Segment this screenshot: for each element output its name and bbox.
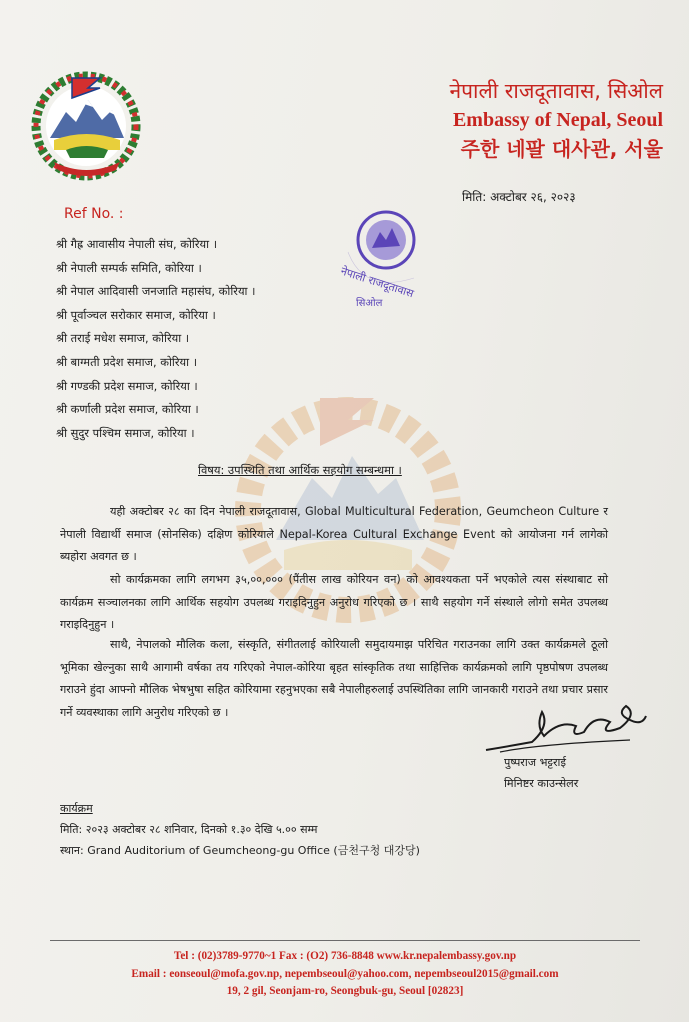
body-paragraph: सो कार्यक्रमका लागि लगभग ३५,००,००० (पैंतीस लाख कोरियन वन) को आवश्यकता पर्ने भएकोले त्यस संस्थाबाट सो कार्यक्रम सञ्चालनका लागि आर्थिक सहयोग उपलब्ध गराइदिनुहुन अनुरोध गरिएको छ । साथै सहयोग गर्ने संस्थाले लोगो समेत उपलब्ध गराइदिनुहुन । <box>60 573 608 632</box>
signatory-block <box>504 752 578 794</box>
recipient-list <box>56 233 255 445</box>
program-datetime: मिति: २०२३ अक्टोबर २८ शनिवार, दिनको १.३० देखि ५.०० सम्म <box>60 823 318 836</box>
program-details <box>60 798 420 861</box>
footer-divider <box>50 940 640 941</box>
title-nepali: नेपाली राजदूतावास, सिओल <box>449 79 663 103</box>
contact-footer <box>50 948 640 1001</box>
recipient-item: श्री नेपाली सम्पर्क समिति, कोरिया । <box>56 260 202 275</box>
signatory-title: मिनिष्टर काउन्सेलर <box>504 777 579 790</box>
recipient-item: श्री पूर्वाञ्चल सरोकार समाज, कोरिया । <box>56 307 216 322</box>
body-paragraph: साथै, नेपालको मौलिक कला, संस्कृति, संगीतलाई कोरियाली समुदायमाझ परिचित गराउनका लागि उक्त कार्यक्रमले ठूलो भूमिका खेल्नुका साथै आगामी वर्षका तय गरिएको नेपाल-कोरिया बृहत सांस्कृतिक तथा साहित्तिक कार्यक्रमको लागि पृष्ठपोषण उपलब्ध गराउने हुंदा आफ्नो मौलिक भेषभुषा सहित कोरियामा रहनुभएका सबै नेपालीहरुलाई उपस्थितिका लागि जानकारी गराउने तथा प्रचार प्रसार गर्ने व्यवस्थाका लागि अनुरोध गरिएको छ । <box>60 638 608 719</box>
program-venue: स्थान: Grand Auditorium of Geumcheong-gu Office (금천구청 대강당) <box>60 844 420 857</box>
recipient-item: श्री सुदुर पश्चिम समाज, कोरिया । <box>56 425 195 440</box>
svg-text:नेपाली राजदूतावास: नेपाली राजदूतावास <box>339 264 416 301</box>
footer-emails: Email : eonseoul@mofa.gov.np, nepembseoul@yahoo.com, nepembseoul2015@gmail.com <box>131 967 559 980</box>
embassy-letterhead <box>449 76 663 164</box>
program-heading: कार्यक्रम <box>60 802 93 815</box>
footer-phones: Tel : (02)3789-9770~1 Fax : (O2) 736-8848 www.kr.nepalembassy.gov.np <box>173 950 517 962</box>
signatory-name: पुष्पराज भट्टराई <box>504 756 566 769</box>
recipient-item: श्री गैह्र आवासीय नेपाली संघ, कोरिया । <box>56 237 218 251</box>
nepal-coat-of-arms-icon <box>24 64 148 182</box>
body-paragraph: यही अक्टोबर २८ का दिन नेपाली राजदूतावास, Global Multicultural Federation, Geumcheon Culture र नेपाली विद्यार्थी समाज (सोनसिक) दक्षिण कोरियाले Nepal-Korea Cultural Exchange Event को आयोजना गर्न लागेको ब्यहोरा अवगत छ । <box>60 505 608 564</box>
recipient-item: श्री कर्णाली प्रदेश समाज, कोरिया । <box>56 402 199 417</box>
recipient-item: श्री बाग्मती प्रदेश समाज, कोरिया । <box>56 354 198 369</box>
letter-date: मिति: अक्टोबर २६, २०२३ <box>462 190 576 204</box>
embassy-seal-stamp <box>334 202 430 310</box>
title-english: Embassy of Nepal, Seoul <box>452 109 663 131</box>
recipient-item: श्री गण्डकी प्रदेश समाज, कोरिया । <box>56 378 198 393</box>
recipient-item: श्री तराई मधेश समाज, कोरिया । <box>56 331 190 346</box>
footer-address: 19, 2 gil, Seonjam-ro, Seongbuk-gu, Seoul [02823] <box>226 985 464 997</box>
title-korean: 주한 네팔 대사관, 서울 <box>460 137 663 161</box>
letter-subject: विषय: उपस्थिति तथा आर्थिक सहयोग सम्बन्धमा । <box>198 463 402 477</box>
ref-number-label: Ref No. : <box>64 206 124 222</box>
svg-text:सिओल: सिओल <box>356 298 383 309</box>
recipient-item: श्री नेपाल आदिवासी जनजाति महासंघ, कोरिया । <box>56 284 256 299</box>
